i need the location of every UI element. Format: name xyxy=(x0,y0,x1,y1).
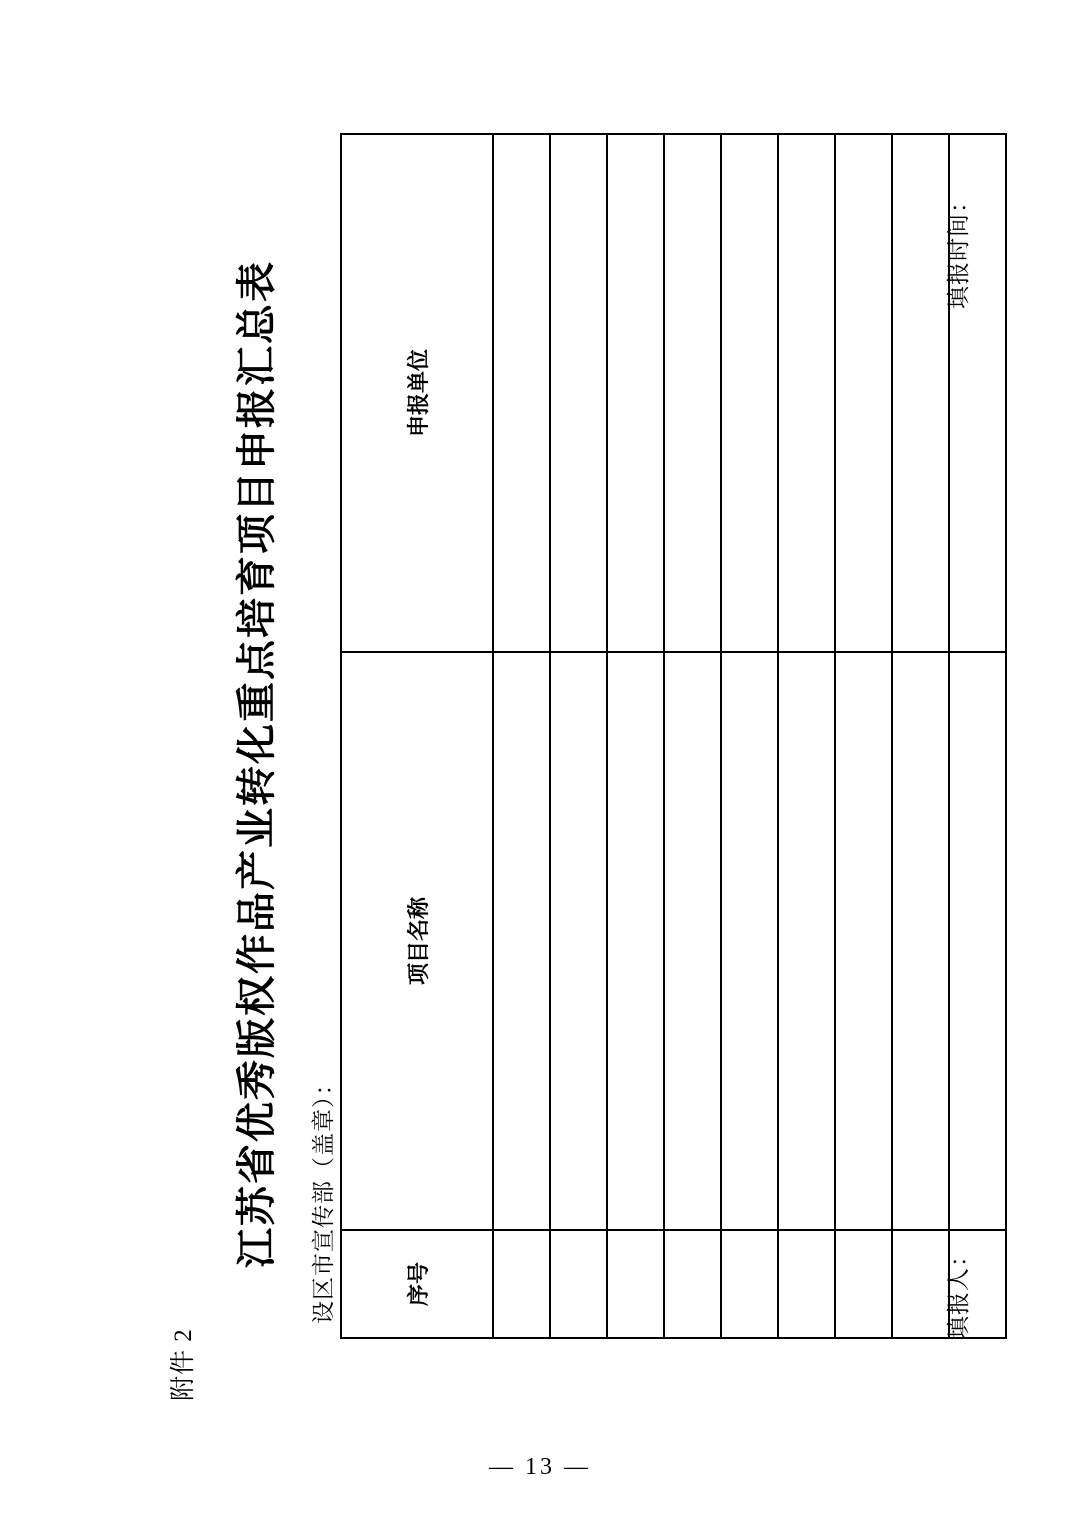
cell-project-name xyxy=(550,652,607,1230)
cell-index xyxy=(550,1230,607,1338)
table-row xyxy=(493,134,550,1338)
cell-applicant-unit xyxy=(664,134,721,652)
cell-index xyxy=(664,1230,721,1338)
department-seal-line: 设区市宣传部（盖章）： xyxy=(311,1071,336,1324)
cell-applicant-unit xyxy=(721,134,778,652)
cell-applicant-unit xyxy=(607,134,664,652)
cell-index xyxy=(607,1230,664,1338)
footer-fields xyxy=(940,189,973,1339)
reporter-label: 填报人： xyxy=(946,1242,971,1339)
table-row xyxy=(550,134,607,1338)
summary-table xyxy=(340,133,1007,1339)
cell-applicant-unit xyxy=(778,134,835,652)
cell-applicant-unit xyxy=(493,134,550,652)
table-row xyxy=(664,134,721,1338)
rotated-content-canvas xyxy=(35,49,1045,1479)
page-number: — 13 — xyxy=(489,1454,591,1480)
cell-project-name xyxy=(835,652,892,1230)
cell-project-name xyxy=(778,652,835,1230)
cell-applicant-unit xyxy=(835,134,892,652)
cell-project-name xyxy=(493,652,550,1230)
attachment-label: 附件 2 xyxy=(170,1327,197,1401)
cell-index xyxy=(721,1230,778,1338)
cell-applicant-unit xyxy=(550,134,607,652)
table-header-row xyxy=(341,134,493,1338)
cell-project-name xyxy=(664,652,721,1230)
table-row xyxy=(835,134,892,1338)
column-header-index: 序号 xyxy=(341,1230,493,1338)
table-row xyxy=(778,134,835,1338)
report-time-label: 填报时间： xyxy=(946,188,971,309)
column-header-project-name: 项目名称 xyxy=(341,652,493,1230)
cell-index xyxy=(835,1230,892,1338)
table-row xyxy=(721,134,778,1338)
summary-table-wrapper xyxy=(340,189,1007,1339)
cell-index xyxy=(778,1230,835,1338)
cell-project-name xyxy=(721,652,778,1230)
column-header-applicant-unit: 申报单位 xyxy=(341,134,493,652)
cell-index xyxy=(493,1230,550,1338)
page-title: 江苏省优秀版权作品产业转化重点培育项目申报汇总表 xyxy=(234,259,279,1268)
table-row xyxy=(607,134,664,1338)
cell-project-name xyxy=(607,652,664,1230)
